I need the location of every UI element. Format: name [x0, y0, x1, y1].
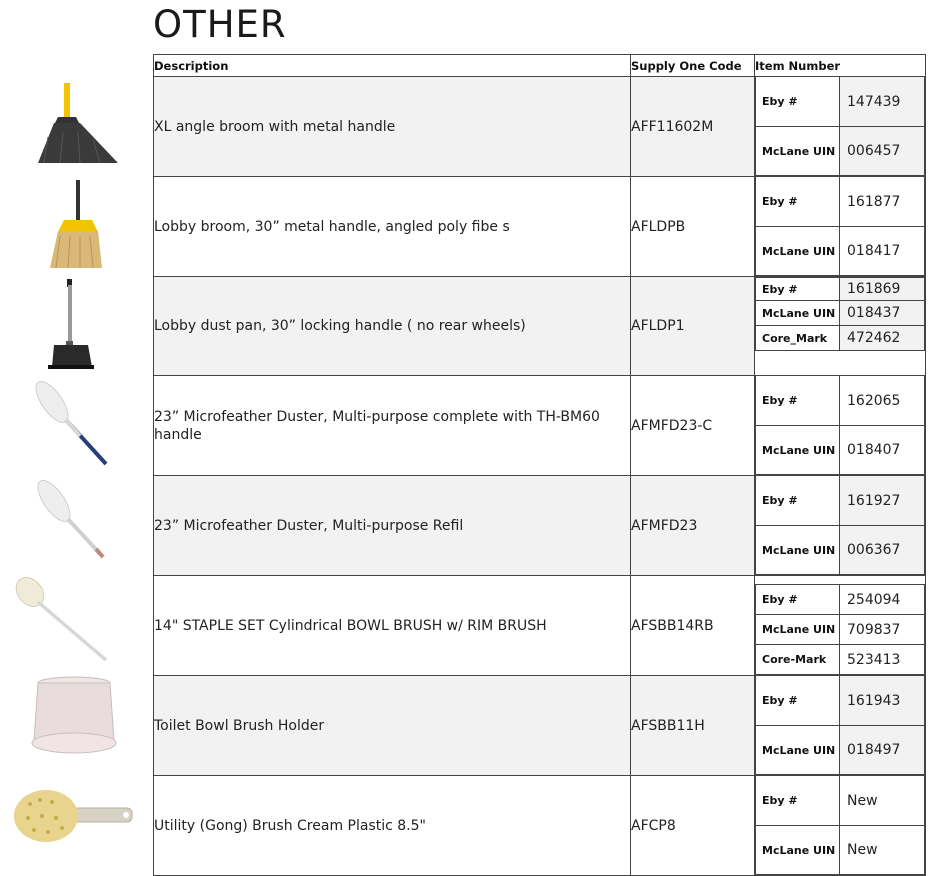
- supply-code-cell: AFSBB14RB: [631, 576, 755, 676]
- item-number-value: 161877: [840, 177, 925, 227]
- item-number-value: 254094: [840, 585, 925, 615]
- feather-duster-handle-icon: [8, 374, 148, 473]
- bowl-brush-icon: [8, 572, 148, 671]
- item-number-label: McLane UIN: [756, 726, 840, 775]
- item-number-cell: [755, 676, 926, 776]
- description-cell: XL angle broom with metal handle: [154, 77, 631, 177]
- item-number-value: 147439: [840, 77, 925, 127]
- supply-code-cell: AFLDP1: [631, 277, 755, 376]
- item-number-cell: [755, 177, 926, 277]
- item-number-label: McLane UIN: [756, 127, 840, 176]
- item-number-value: 018417: [840, 227, 925, 276]
- item-number-value: 018437: [840, 301, 925, 326]
- item-number-cell: [755, 576, 926, 676]
- header-item-number: Item Number: [755, 55, 926, 77]
- item-number-label: Eby #: [756, 376, 840, 426]
- item-number-label: McLane UIN: [756, 426, 840, 475]
- table-row: [154, 676, 926, 776]
- item-number-label: Eby #: [756, 77, 840, 127]
- item-number-label: McLane UIN: [756, 826, 840, 875]
- item-number-label: Eby #: [756, 476, 840, 526]
- angle-broom-icon: [8, 77, 148, 176]
- page-title: OTHER: [153, 3, 287, 46]
- item-number-cell: [755, 77, 926, 177]
- supply-code-cell: AFCP8: [631, 776, 755, 876]
- supply-code-cell: AFSBB11H: [631, 676, 755, 776]
- product-table: [153, 54, 926, 876]
- supply-code-cell: AFMFD23: [631, 476, 755, 576]
- table-row: [154, 376, 926, 476]
- item-number-value: 006457: [840, 127, 925, 176]
- item-number-value: 161943: [840, 676, 925, 726]
- description-cell: 14" STAPLE SET Cylindrical BOWL BRUSH w/ RIM BRUSH: [154, 576, 631, 676]
- table-header-row: [154, 55, 926, 77]
- item-number-cell: [755, 277, 926, 376]
- item-number-value: 161869: [840, 278, 925, 301]
- item-number-label: Core_Mark: [756, 326, 840, 351]
- item-number-value: New: [840, 826, 925, 875]
- supply-code-cell: AFMFD23-C: [631, 376, 755, 476]
- table-row: [154, 277, 926, 376]
- description-cell: Utility (Gong) Brush Cream Plastic 8.5": [154, 776, 631, 876]
- table-row: [154, 776, 926, 876]
- utility-brush-icon: [8, 770, 148, 869]
- item-number-cell: [755, 776, 926, 876]
- item-number-label: McLane UIN: [756, 227, 840, 276]
- supply-code-cell: AFLDPB: [631, 177, 755, 277]
- table-row: [154, 77, 926, 177]
- dust-pan-icon: [8, 275, 148, 374]
- item-number-label: Core-Mark: [756, 645, 840, 675]
- header-supply-code: Supply One Code: [631, 55, 755, 77]
- lobby-broom-icon: [8, 176, 148, 275]
- description-cell: Lobby broom, 30” metal handle, angled poly fibe s: [154, 177, 631, 277]
- item-number-value: 006367: [840, 526, 925, 575]
- description-cell: Lobby dust pan, 30” locking handle ( no rear wheels): [154, 277, 631, 376]
- description-cell: 23” Microfeather Duster, Multi-purpose Refil: [154, 476, 631, 576]
- item-number-value: 018497: [840, 726, 925, 775]
- table-row: [154, 476, 926, 576]
- table-row: [154, 576, 926, 676]
- item-number-value: 161927: [840, 476, 925, 526]
- header-description: Description: [154, 55, 631, 77]
- item-number-label: Eby #: [756, 278, 840, 301]
- item-number-value: 018407: [840, 426, 925, 475]
- item-number-label: Eby #: [756, 676, 840, 726]
- table-row: [154, 177, 926, 277]
- item-number-value: 472462: [840, 326, 925, 351]
- feather-duster-refill-icon: [8, 473, 148, 572]
- item-number-value: 523413: [840, 645, 925, 675]
- item-number-value: 709837: [840, 615, 925, 645]
- item-number-label: Eby #: [756, 776, 840, 826]
- description-cell: 23” Microfeather Duster, Multi-purpose complete with TH-BM60 handle: [154, 376, 631, 476]
- item-number-value: 162065: [840, 376, 925, 426]
- brush-holder-icon: [8, 671, 148, 770]
- description-cell: Toilet Bowl Brush Holder: [154, 676, 631, 776]
- item-number-cell: [755, 476, 926, 576]
- item-number-value: New: [840, 776, 925, 826]
- item-number-label: Eby #: [756, 177, 840, 227]
- item-number-label: Eby #: [756, 585, 840, 615]
- item-number-label: McLane UIN: [756, 301, 840, 326]
- item-number-label: McLane UIN: [756, 615, 840, 645]
- item-number-cell: [755, 376, 926, 476]
- supply-code-cell: AFF11602M: [631, 77, 755, 177]
- item-number-label: McLane UIN: [756, 526, 840, 575]
